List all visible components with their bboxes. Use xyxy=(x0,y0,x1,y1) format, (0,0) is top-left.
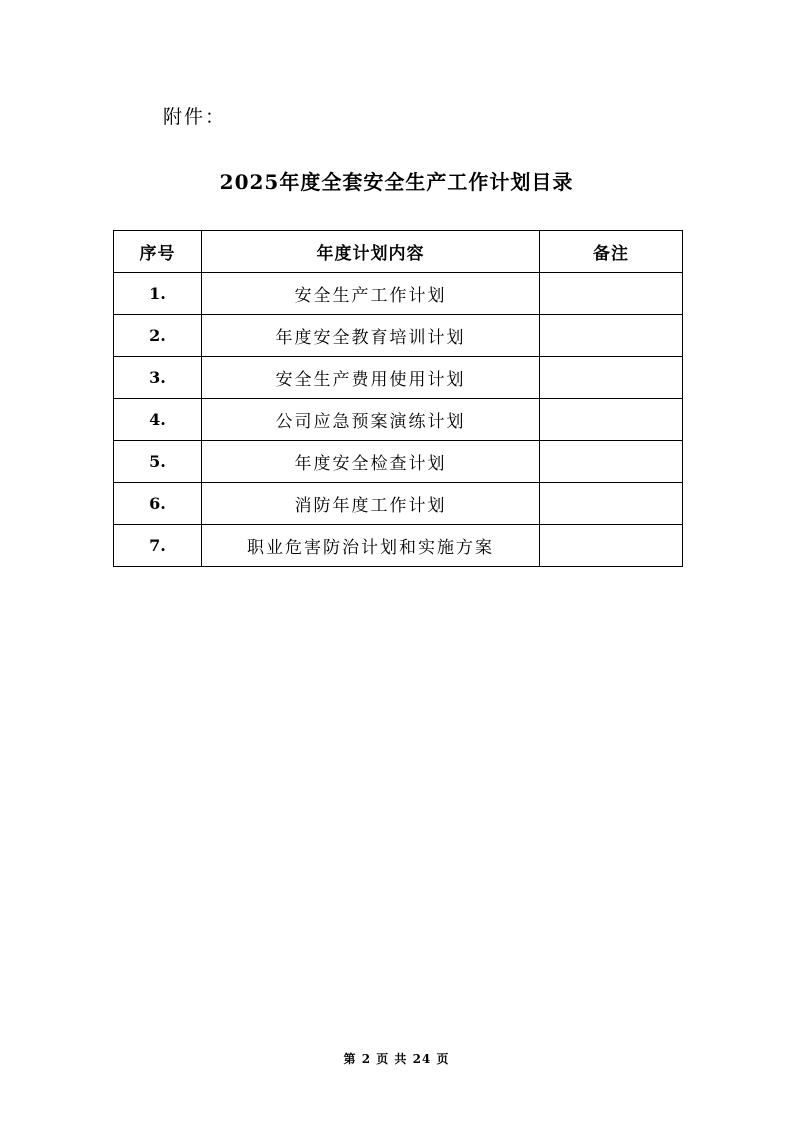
table-header-row xyxy=(114,231,683,273)
row-note xyxy=(540,525,683,567)
table-row xyxy=(114,525,683,567)
table-row xyxy=(114,483,683,525)
row-content: 安全生产工作计划 xyxy=(202,273,540,315)
attachment-label: 附件： xyxy=(163,106,227,128)
row-note xyxy=(540,483,683,525)
header-note: 备注 xyxy=(540,231,683,273)
row-content: 年度安全检查计划 xyxy=(202,441,540,483)
table-row xyxy=(114,273,683,315)
table-row xyxy=(114,357,683,399)
table-row xyxy=(114,399,683,441)
row-note xyxy=(540,315,683,357)
row-content: 安全生产费用使用计划 xyxy=(202,357,540,399)
document-title: 2025年度全套安全生产工作计划目录 xyxy=(219,170,574,194)
row-seq: 2. xyxy=(114,315,202,357)
row-content: 年度安全教育培训计划 xyxy=(202,315,540,357)
plan-table xyxy=(113,230,683,567)
page-number-footer: 第 2 页 共 24 页 xyxy=(343,1052,450,1066)
header-content: 年度计划内容 xyxy=(202,231,540,273)
row-seq: 6. xyxy=(114,483,202,525)
row-seq: 3. xyxy=(114,357,202,399)
row-content: 职业危害防治计划和实施方案 xyxy=(202,525,540,567)
row-note xyxy=(540,399,683,441)
row-note xyxy=(540,441,683,483)
table-row xyxy=(114,441,683,483)
row-note xyxy=(540,357,683,399)
row-content: 公司应急预案演练计划 xyxy=(202,399,540,441)
row-seq: 4. xyxy=(114,399,202,441)
row-note xyxy=(540,273,683,315)
row-content: 消防年度工作计划 xyxy=(202,483,540,525)
header-seq: 序号 xyxy=(114,231,202,273)
row-seq: 1. xyxy=(114,273,202,315)
table-row xyxy=(114,315,683,357)
row-seq: 7. xyxy=(114,525,202,567)
row-seq: 5. xyxy=(114,441,202,483)
